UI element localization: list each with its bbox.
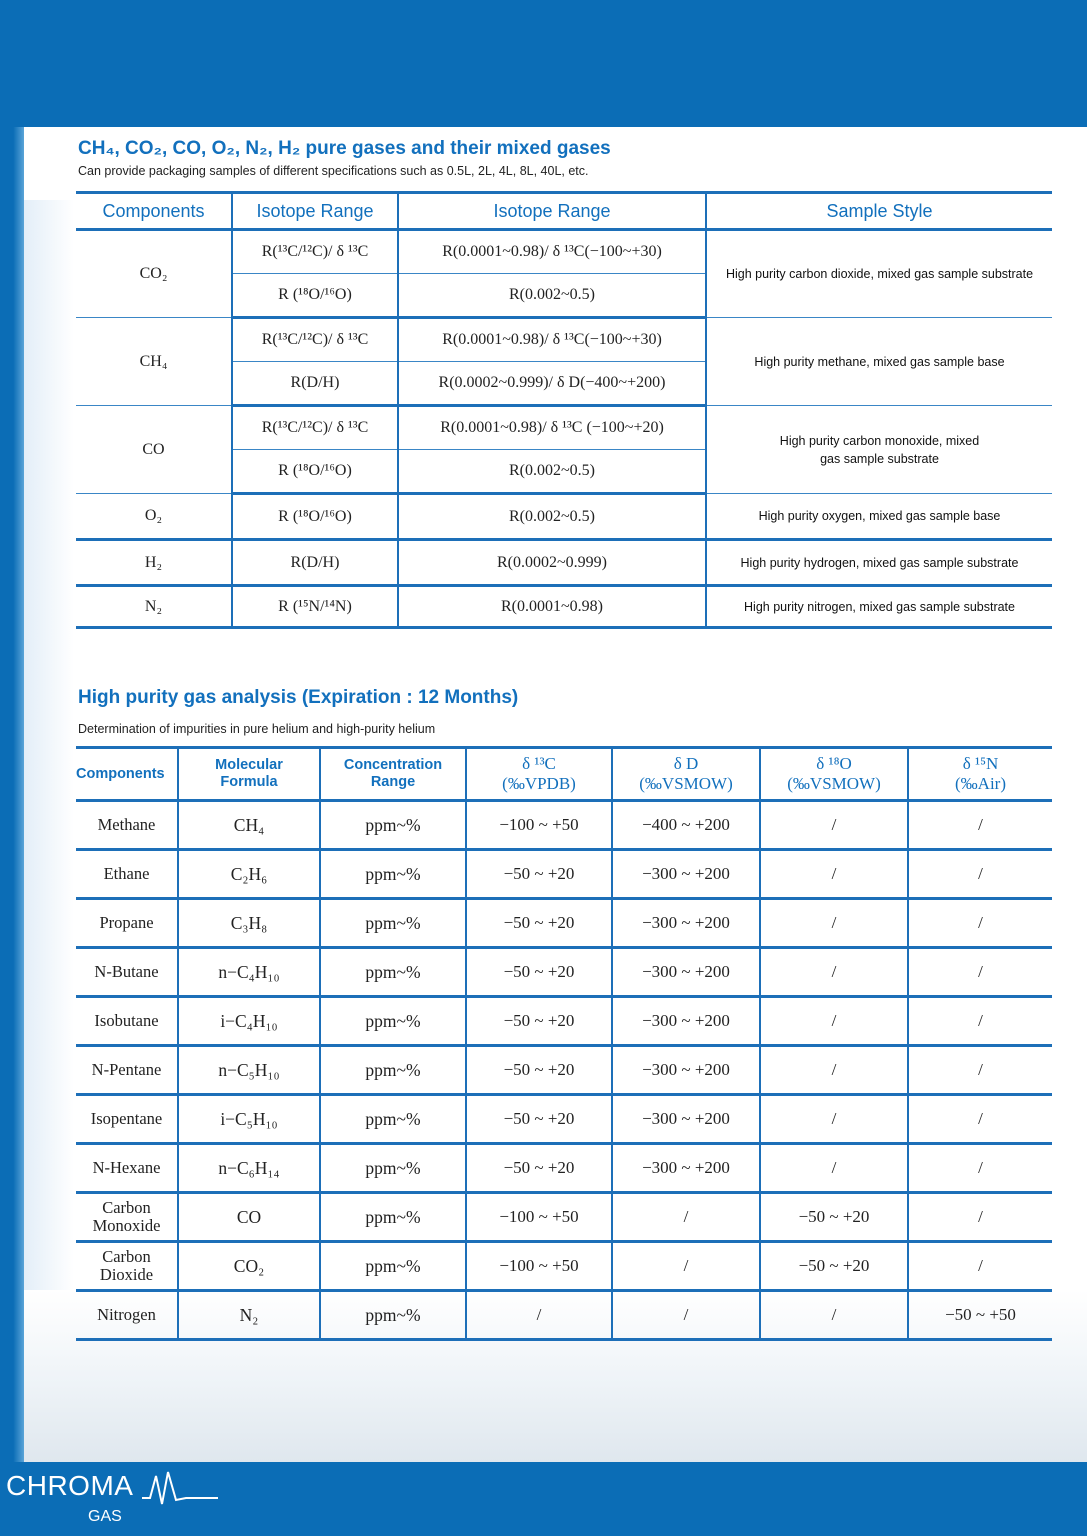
formula-cell: n−C₄H₁₀ [178,948,320,997]
n15-cell: / [908,1046,1052,1095]
formula-cell: C₂H₆ [178,850,320,899]
c13-cell: / [466,1291,612,1340]
ratio-cell: R (¹⁸O/¹⁶O) [232,494,398,540]
col-header-n15 [908,748,1052,801]
ratio-cell: R(¹³C/¹²C)/ δ ¹³C [232,230,398,274]
o18-cell: / [760,1144,908,1193]
table-row [76,540,1052,586]
d-cell: −300 ~ +200 [612,948,760,997]
table-row [76,494,1052,540]
component-name-cell: N-Butane [76,948,178,997]
o18-cell: / [760,899,908,948]
table-row [76,1193,1052,1242]
concentration-cell: ppm~% [320,948,466,997]
range-cell: R(0.002~0.5) [398,274,706,318]
left-fade [24,200,74,1460]
component-name-cell: Methane [76,801,178,850]
concentration-cell: ppm~% [320,850,466,899]
component-cell: CH₄ [76,318,232,406]
formula-cell: i−C₄H₁₀ [178,997,320,1046]
concentration-cell: ppm~% [320,1095,466,1144]
component-cell: H₂ [76,540,232,586]
formula-cell: C₃H₈ [178,899,320,948]
header-text: δ ¹³C (‰VPDB) [502,754,576,793]
section1-title: CH₄, CO₂, CO, O₂, N₂, H₂ pure gases and their mixed gases [78,138,611,159]
header-text: Molecular Formula [215,757,283,790]
component-cell: CO₂ [76,230,232,318]
c13-cell: −50 ~ +20 [466,850,612,899]
col-header: Isotope Range [398,193,706,230]
n15-cell: / [908,948,1052,997]
left-accent-bar [0,127,24,1462]
helium-impurity-table [76,746,1052,1341]
section2-title: High purity gas analysis (Expiration : 12 Months) [78,687,519,708]
concentration-cell: ppm~% [320,1291,466,1340]
ratio-cell: R (¹⁸O/¹⁶O) [232,274,398,318]
range-cell: R(0.0001~0.98)/ δ ¹³C(−100~+30) [398,318,706,362]
range-cell: R(0.002~0.5) [398,450,706,494]
c13-cell: −50 ~ +20 [466,1095,612,1144]
d-cell: / [612,1291,760,1340]
table-row [76,586,1052,628]
n15-cell: / [908,801,1052,850]
o18-cell: / [760,1046,908,1095]
c13-cell: −100 ~ +50 [466,1193,612,1242]
o18-cell: / [760,801,908,850]
col-header-d [612,748,760,801]
o18-cell: / [760,948,908,997]
o18-cell: / [760,997,908,1046]
d-cell: −300 ~ +200 [612,1095,760,1144]
header-text: δ ¹⁵N (‰Air) [955,754,1006,793]
d-cell: / [612,1193,760,1242]
concentration-cell: ppm~% [320,1242,466,1291]
o18-cell: −50 ~ +20 [760,1193,908,1242]
wave-logo-icon [140,1468,220,1508]
ratio-cell: R(¹³C/¹²C)/ δ ¹³C [232,318,398,362]
n15-cell: / [908,899,1052,948]
formula-cell: CH₄ [178,801,320,850]
range-cell: R(0.0002~0.999)/ δ D(−400~+200) [398,362,706,406]
col-header: Isotope Range [232,193,398,230]
component-name-cell: Propane [76,899,178,948]
c13-cell: −50 ~ +20 [466,899,612,948]
component-name-cell: N-Pentane [76,1046,178,1095]
component-name-cell: N-Hexane [76,1144,178,1193]
table-row [76,850,1052,899]
n15-cell: / [908,1095,1052,1144]
range-cell: R(0.0001~0.98) [398,586,706,628]
component-cell: CO [76,406,232,494]
brand-logo: CHROMA [6,1470,134,1501]
col-header-concentration [320,748,466,801]
n15-cell: / [908,850,1052,899]
table-row [76,997,1052,1046]
component-cell: N₂ [76,586,232,628]
section2-subtitle: Determination of impurities in pure helium and high-purity helium [78,722,436,736]
o18-cell: / [760,1095,908,1144]
table-row [76,318,1052,362]
formula-cell: n−C₆H₁₄ [178,1144,320,1193]
table-row [76,230,1052,274]
header-text: Concentration Range [343,757,443,790]
col-header-c13 [466,748,612,801]
n15-cell: / [908,1193,1052,1242]
d-cell: −300 ~ +200 [612,1144,760,1193]
component-name-cell: Isobutane [76,997,178,1046]
d-cell: −300 ~ +200 [612,997,760,1046]
c13-cell: −100 ~ +50 [466,801,612,850]
concentration-cell: ppm~% [320,1193,466,1242]
n15-cell: −50 ~ +50 [908,1291,1052,1340]
c13-cell: −50 ~ +20 [466,948,612,997]
col-header-formula [178,748,320,801]
table-row [76,1095,1052,1144]
concentration-cell: ppm~% [320,899,466,948]
c13-cell: −50 ~ +20 [466,997,612,1046]
table-header-row [76,748,1052,801]
table-row [76,899,1052,948]
d-cell: −300 ~ +200 [612,850,760,899]
header-text: δ D (‰VSMOW) [639,754,733,793]
col-header: Sample Style [706,193,1052,230]
d-cell: / [612,1242,760,1291]
col-header-o18 [760,748,908,801]
table-row [76,1046,1052,1095]
range-cell: R(0.0001~0.98)/ δ ¹³C (−100~+20) [398,406,706,450]
header-text: δ ¹⁸O (‰VSMOW) [787,754,881,793]
o18-cell: / [760,850,908,899]
table-row [76,1144,1052,1193]
component-name-cell: Carbon Dioxide [76,1242,178,1291]
d-cell: −300 ~ +200 [612,1046,760,1095]
style-cell: High purity hydrogen, mixed gas sample substrate [706,540,1052,586]
formula-cell: CO₂ [178,1242,320,1291]
table-header-row [76,193,1052,230]
component-cell: O₂ [76,494,232,540]
ratio-cell: R (¹⁵N/¹⁴N) [232,586,398,628]
range-cell: R(0.0002~0.999) [398,540,706,586]
formula-cell: N₂ [178,1291,320,1340]
header-band [0,0,1087,127]
brand-logo-sub: GAS [88,1508,122,1525]
style-cell: High purity carbon monoxide, mixed gas sample substrate [706,406,1052,494]
section1-subtitle: Can provide packaging samples of different specifications such as 0.5L, 2L, 4L, 8L, 40L, etc. [78,164,589,178]
style-cell: High purity nitrogen, mixed gas sample substrate [706,586,1052,628]
d-cell: −300 ~ +200 [612,899,760,948]
range-cell: R(0.002~0.5) [398,494,706,540]
concentration-cell: ppm~% [320,997,466,1046]
col-header-components: Components [76,748,178,801]
o18-cell: / [760,1291,908,1340]
d-cell: −400 ~ +200 [612,801,760,850]
component-name-cell: Ethane [76,850,178,899]
table-row [76,1242,1052,1291]
ratio-cell: R(D/H) [232,362,398,406]
table-row [76,1291,1052,1340]
style-cell: High purity methane, mixed gas sample base [706,318,1052,406]
c13-cell: −50 ~ +20 [466,1046,612,1095]
table-row [76,801,1052,850]
formula-cell: CO [178,1193,320,1242]
n15-cell: / [908,1144,1052,1193]
concentration-cell: ppm~% [320,1144,466,1193]
formula-cell: i−C₅H₁₀ [178,1095,320,1144]
component-name-cell: Isopentane [76,1095,178,1144]
c13-cell: −50 ~ +20 [466,1144,612,1193]
n15-cell: / [908,997,1052,1046]
n15-cell: / [908,1242,1052,1291]
o18-cell: −50 ~ +20 [760,1242,908,1291]
c13-cell: −100 ~ +50 [466,1242,612,1291]
ratio-cell: R (¹⁸O/¹⁶O) [232,450,398,494]
col-header: Components [76,193,232,230]
component-name-cell: Carbon Monoxide [76,1193,178,1242]
concentration-cell: ppm~% [320,1046,466,1095]
isotope-range-table [76,191,1052,629]
style-cell: High purity oxygen, mixed gas sample base [706,494,1052,540]
range-cell: R(0.0001~0.98)/ δ ¹³C(−100~+30) [398,230,706,274]
formula-cell: n−C₅H₁₀ [178,1046,320,1095]
table-row [76,948,1052,997]
component-name-cell: Nitrogen [76,1291,178,1340]
style-cell: High purity carbon dioxide, mixed gas sample substrate [706,230,1052,318]
ratio-cell: R(¹³C/¹²C)/ δ ¹³C [232,406,398,450]
concentration-cell: ppm~% [320,801,466,850]
table-row [76,406,1052,450]
ratio-cell: R(D/H) [232,540,398,586]
